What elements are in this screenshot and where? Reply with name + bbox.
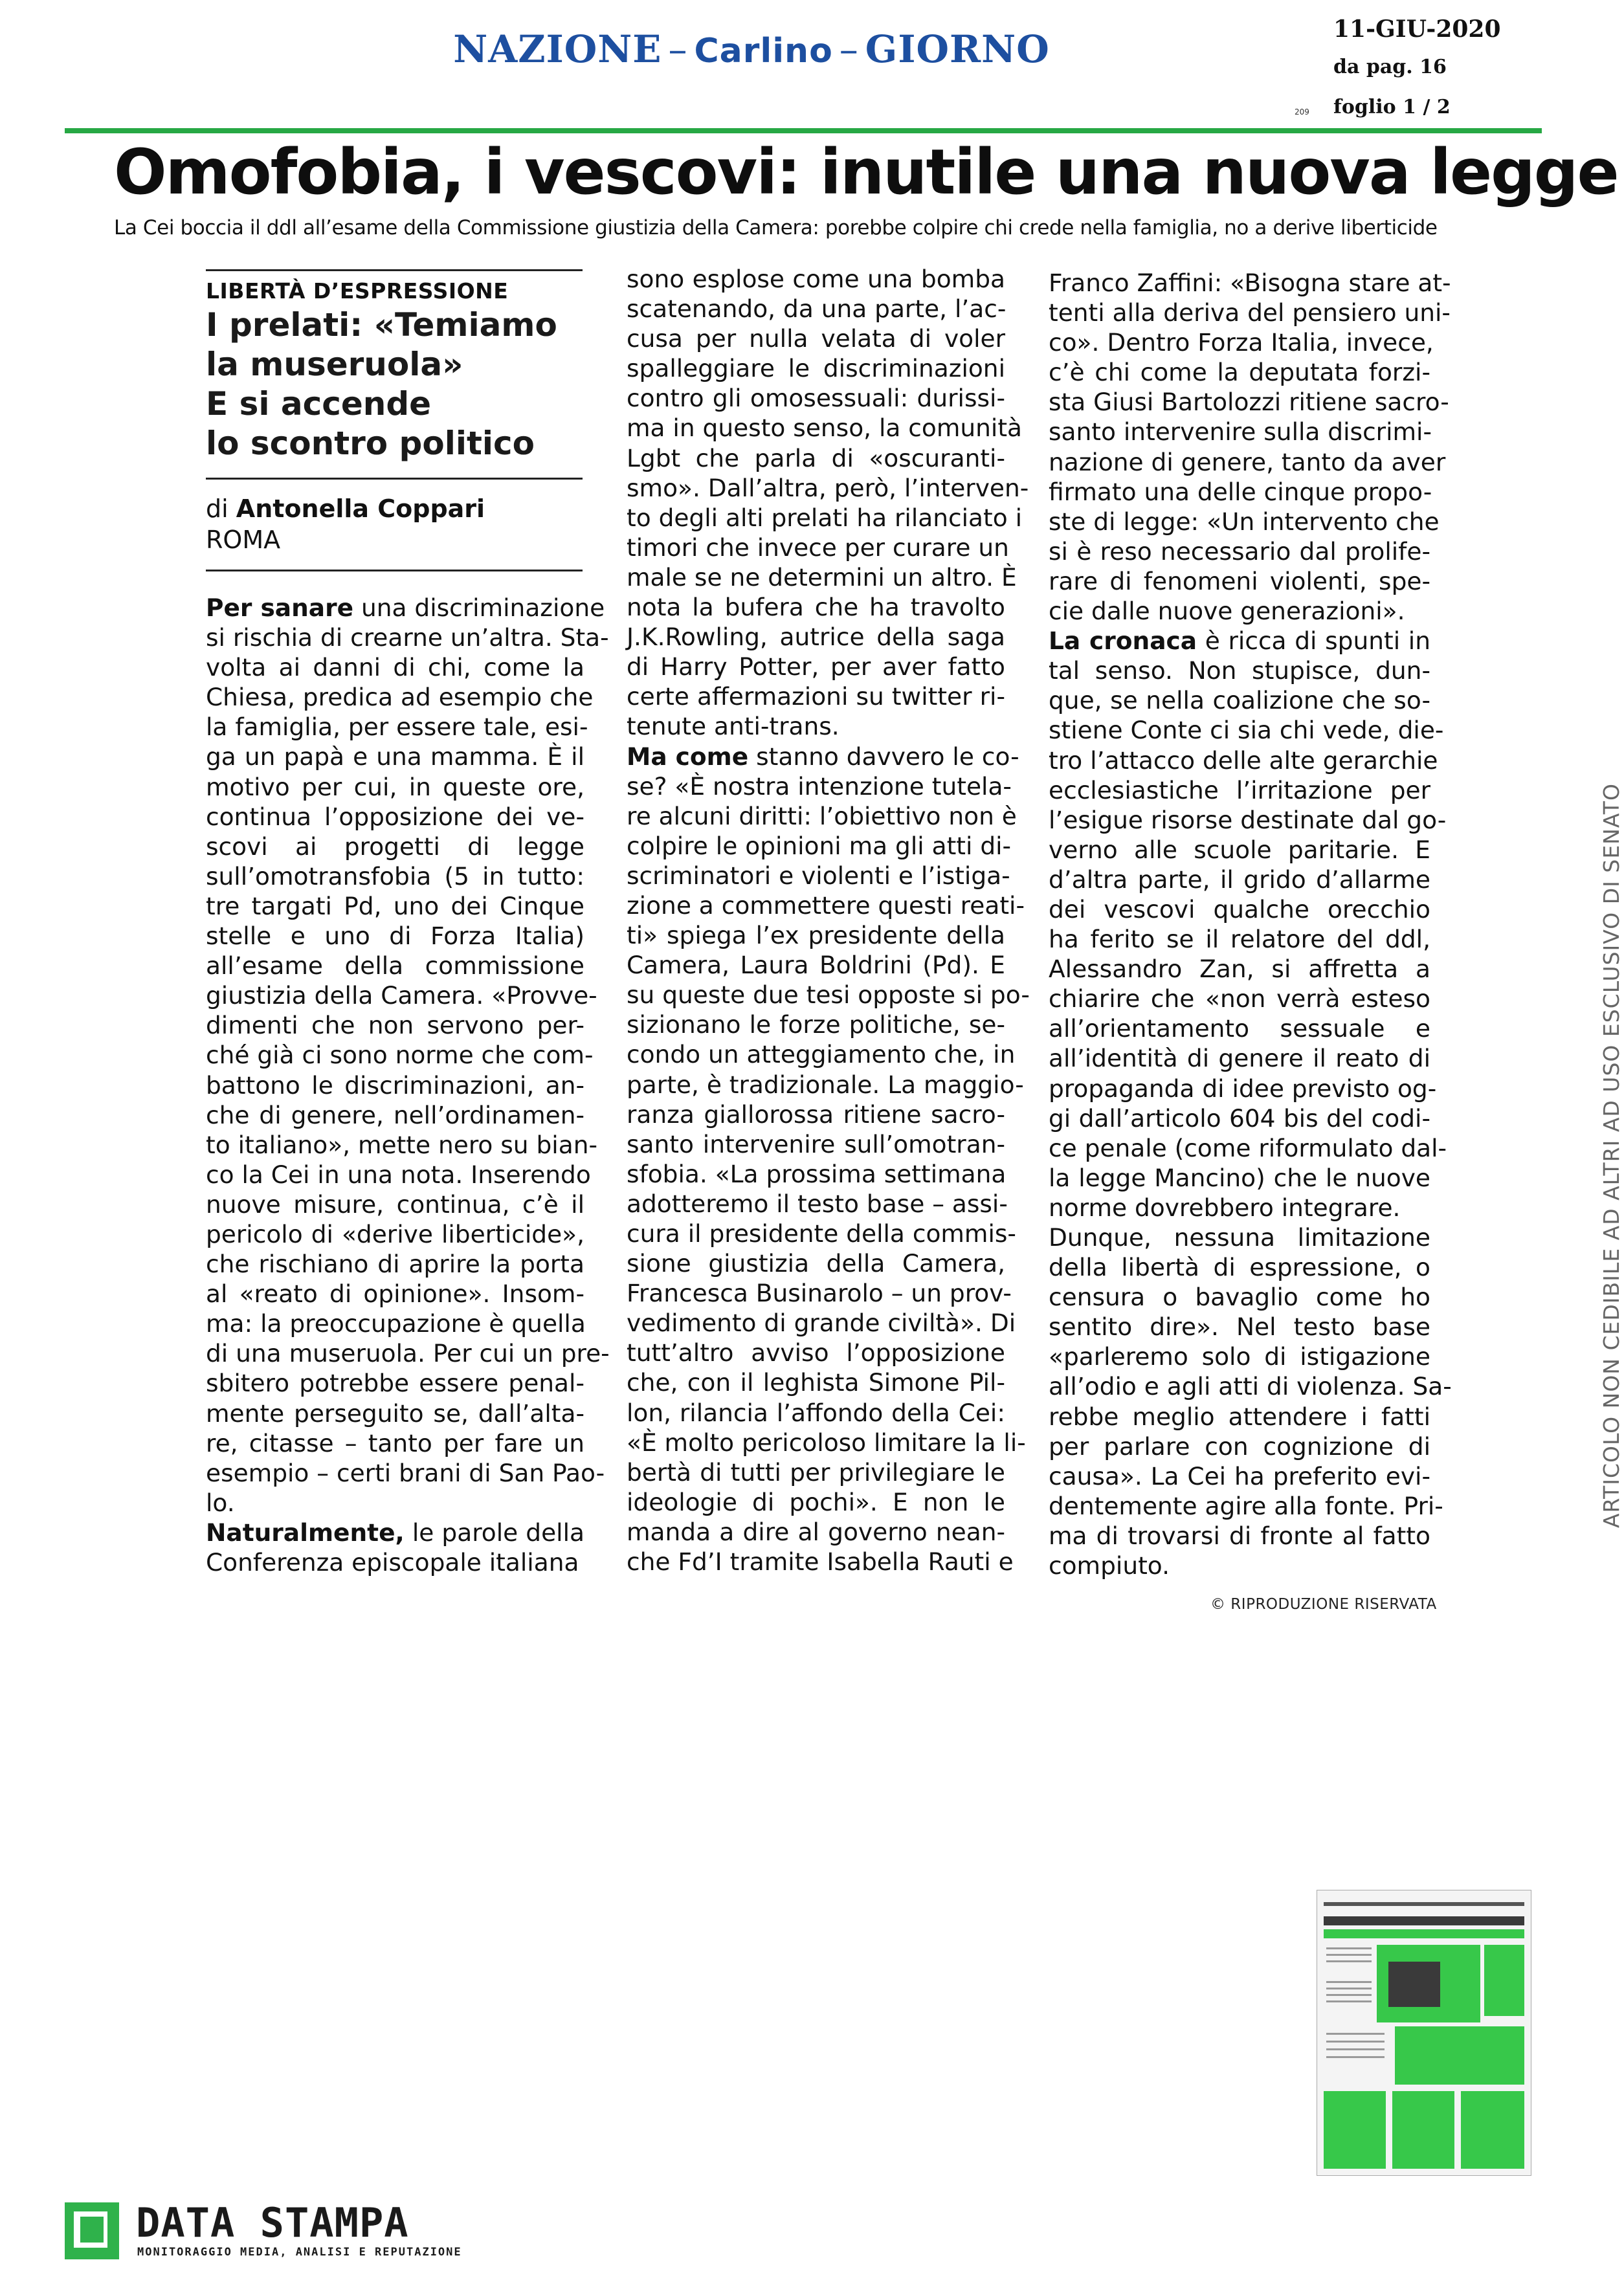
article-text-line: La cronaca è ricca di spunti in: [1049, 626, 1430, 656]
masthead-separator: –: [839, 27, 859, 71]
article-text-line: vedimento di grande civiltà». Di: [627, 1309, 1016, 1338]
article-text-line: to degli alti prelati ha rilanciato i: [627, 503, 1023, 532]
article-text-line: male se ne determini un altro. È: [627, 562, 1017, 592]
article-text-line: sizionano le forze politiche, se-: [627, 1010, 1005, 1039]
article-text-line: che di genere, nell’ordinamen-: [206, 1100, 584, 1129]
article-text-line: stiene Conte ci sia chi vede, die-: [1049, 716, 1444, 745]
article-text-line: J.K.Rowling, autrice della saga: [627, 623, 1005, 652]
article-text-line: che, con il leghista Simone Pil-: [627, 1368, 1005, 1397]
article-text-line: ma di trovarsi di fronte al fatto: [1049, 1521, 1430, 1550]
article-text-line: si è reso necessario dal prolife-: [1049, 537, 1430, 566]
article-text-line: l’esigue risorse destinate dal go-: [1049, 805, 1447, 834]
article-subheadline: La Cei boccia il ddl all’esame della Commissione giustizia della Camera: porebbe colpire chi crede nella famiglia, no a derive liberticide: [114, 216, 1438, 239]
article-text-line: sentito dire». Nel testo base: [1049, 1313, 1430, 1342]
sheet-number: foglio 1 / 2: [1333, 96, 1451, 118]
article-text-line: lo.: [206, 1488, 235, 1517]
article-text-line: nuove misure, continua, c’è il: [206, 1190, 584, 1219]
article-text-line: ma: la preoccupazione è quella: [206, 1309, 586, 1338]
sidebar-title-line: E si accende: [206, 385, 432, 423]
article-text-line: tenti alla deriva del pensiero uni-: [1049, 298, 1451, 327]
article-text-line: smo». Dall’altra, però, l’interven-: [627, 473, 1029, 502]
article-text-line: tro l’attacco delle alte gerarchie: [1049, 746, 1438, 775]
article-text-line: cusa per nulla velata di voler: [627, 324, 1005, 353]
article-text-line: cura il presidente della commis-: [627, 1219, 1016, 1248]
article-text-line: bertà di tutti per privilegiare le: [627, 1457, 1005, 1487]
masthead-giorno: GIORNO: [865, 27, 1050, 71]
article-text-line: scovi ai progetti di legge: [206, 832, 584, 861]
article-text-line: scatenando, da una parte, l’ac-: [627, 294, 1007, 324]
article-column-3: [1049, 268, 1452, 1580]
article-text-line: rebbe meglio attendere i fatti: [1049, 1402, 1430, 1431]
article-text-line: se? «È nostra intenzione tutela-: [627, 771, 1012, 801]
article-text-line: norme dovrebbero integrare.: [1049, 1193, 1401, 1222]
article-text-line: sbitero potrebbe essere penal-: [206, 1369, 584, 1398]
article-text-line: dimenti che non servono per-: [206, 1011, 584, 1040]
byline: [206, 493, 485, 555]
article-text-line: all’orientamento sessuale e: [1049, 1014, 1430, 1043]
header-divider: [65, 128, 1542, 133]
article-text-line: battono le discriminazioni, an-: [206, 1070, 584, 1100]
article-text-line: volta ai danni di chi, come la: [206, 653, 584, 682]
article-headline: Omofobia, i vescovi: inutile una nuova legge: [114, 136, 1618, 208]
article-text-line: motivo per cui, in queste ore,: [206, 772, 584, 801]
article-text-line: to italiano», mette nero su bian-: [206, 1130, 597, 1159]
article-text-line: d’altra parte, il grido d’allarme: [1049, 865, 1430, 894]
article-text-line: ranza giallorossa ritiene sacro-: [627, 1100, 1005, 1129]
article-text-line: censura o bavaglio come ho: [1049, 1283, 1430, 1312]
article-text-line: ce penale (come riformulato dal-: [1049, 1133, 1447, 1162]
paragraph-lead-in: Per sanare: [206, 593, 354, 622]
masthead-carlino: Carlino: [694, 32, 833, 71]
article-text-line: dentemente agire alla fonte. Pri-: [1049, 1491, 1443, 1520]
article-text-line: che Fd’I tramite Isabella Rauti e: [627, 1547, 1014, 1577]
article-text-line: tal senso. Non stupisce, dun-: [1049, 656, 1430, 685]
article-text-line: chiarire che «non verrà esteso: [1049, 984, 1430, 1014]
article-text-line: Conferenza episcopale italiana: [206, 1548, 579, 1577]
section-kicker: LIBERTÀ D’ESPRESSIONE: [206, 278, 509, 304]
footer-brand: DATA STAMPA: [136, 2199, 409, 2246]
article-text-line: Francesca Businarolo – un prov-: [627, 1279, 1012, 1308]
article-text-line: ideologie di pochi». E non le: [627, 1487, 1005, 1516]
article-text-line: adotteremo il testo base – assi-: [627, 1189, 1008, 1218]
article-text-line: «È molto pericoloso limitare la li-: [627, 1428, 1026, 1457]
article-text-line: di una museruola. Per cui un pre-: [206, 1339, 610, 1368]
article-text-line: Camera, Laura Boldrini (Pd). E: [627, 951, 1005, 980]
article-text-line: cie dalle nuove generazioni».: [1049, 597, 1405, 626]
paragraph-lead-in: Naturalmente,: [206, 1518, 405, 1547]
article-text-line: causa». La Cei ha preferito evi-: [1049, 1461, 1430, 1490]
article-text-line: mente perseguito se, dall’alta-: [206, 1399, 584, 1428]
article-text-line: co». Dentro Forza Italia, invece,: [1049, 328, 1434, 357]
paragraph-lead-in: Ma come: [627, 742, 749, 771]
article-text-line: continua l’opposizione dei ve-: [206, 802, 584, 831]
article-text-line: santo intervenire sulla discrimi-: [1049, 417, 1432, 447]
article-text-line: si rischia di crearne un’altra. Sta-: [206, 623, 609, 652]
article-text-line: gi dall’articolo 604 bis del codi-: [1049, 1103, 1430, 1133]
article-text-line: contro gli omosessuali: durissi-: [627, 384, 1005, 413]
article-text-line: propaganda di idee previsto og-: [1049, 1074, 1437, 1103]
article-text-line: rare di fenomeni violenti, spe-: [1049, 566, 1430, 595]
article-column-1: [206, 593, 610, 1577]
article-text-line: Alessandro Zan, si affretta a: [1049, 955, 1430, 984]
article-text-line: per parlare con cognizione di: [1049, 1432, 1430, 1461]
article-text-line: sta Giusi Bartolozzi ritiene sacro-: [1049, 388, 1449, 417]
article-text-line: parte, è tradizionale. La maggio-: [627, 1070, 1024, 1099]
byline-prefix: di: [206, 494, 228, 523]
article-text-line: sull’omotransfobia (5 in tutto:: [206, 861, 584, 891]
article-text-line: ché già ci sono norme che com-: [206, 1041, 594, 1070]
author-name: Antonella Coppari: [236, 494, 485, 523]
article-text-line: colpire le opinioni ma gli atti di-: [627, 831, 1012, 860]
issue-date: 11-GIU-2020: [1333, 16, 1501, 43]
article-text-line: ti» spiega l’ex presidente della: [627, 921, 1005, 950]
article-text-line: all’esame della commissione: [206, 951, 584, 980]
article-text-line: la famiglia, per essere tale, esi-: [206, 713, 588, 742]
article-text-line: Dunque, nessuna limitazione: [1049, 1223, 1430, 1252]
article-text-line: ma in questo senso, la comunità: [627, 414, 1023, 443]
article-text-line: tre targati Pd, uno dei Cinque: [206, 891, 584, 920]
article-text-line: dei vescovi qualche orecchio: [1049, 894, 1430, 924]
article-text-line: Franco Zaffini: «Bisogna stare at-: [1049, 269, 1451, 297]
article-text-line: condo un atteggiamento che, in: [627, 1040, 1016, 1069]
article-text-line: zione a commettere questi reati-: [627, 891, 1025, 920]
rights-notice: ARTICOLO NON CEDIBILE AD ALTRI AD USO ESCLUSIVO DI SENATO: [1599, 783, 1624, 1529]
article-text-line: all’odio e agli atti di violenza. Sa-: [1049, 1372, 1452, 1401]
article-text-line: Per sanare una discriminazione: [206, 593, 605, 622]
article-text-line: tenute anti-trans.: [627, 712, 840, 741]
article-text-line: sono esplose come una bomba: [627, 265, 1005, 293]
article-text-line: tutt’altro avviso l’opposizione: [627, 1338, 1005, 1368]
article-text-line: lon, rilancia l’affondo della Cei:: [627, 1398, 1005, 1427]
copyright-notice: © RIPRODUZIONE RISERVATA: [1210, 1596, 1437, 1613]
footer-tagline: MONITORAGGIO MEDIA, ANALISI E REPUTAZIONE: [137, 2246, 462, 2259]
article-text-line: della libertà di espressione, o: [1049, 1253, 1430, 1282]
sidebar-title-line: I prelati: «Temiamo: [206, 306, 557, 344]
article-text-line: Naturalmente, le parole della: [206, 1518, 584, 1547]
article-text-line: ha ferito se il relatore del ddl,: [1049, 925, 1430, 954]
article-text-line: che rischiano di aprire la porta: [206, 1250, 584, 1279]
article-text-line: pericolo di «derive liberticide»,: [206, 1219, 584, 1248]
article-text-line: santo intervenire sull’omotran-: [627, 1129, 1005, 1158]
article-text-line: Chiesa, predica ad esempio che: [206, 683, 594, 712]
sidebar-title-line: lo scontro politico: [206, 425, 535, 462]
sidebar-title-line: la museruola»: [206, 346, 463, 383]
article-text-line: al «reato di opinione». Insom-: [206, 1280, 584, 1309]
article-text-line: ga un papà e una mamma. È il: [206, 742, 584, 771]
dateline-place: ROMA: [206, 526, 281, 554]
article-text-line: firmato una delle cinque propo-: [1049, 477, 1432, 506]
byline-top-rule: [206, 478, 583, 480]
article-text-line: certe affermazioni su twitter ri-: [627, 682, 1005, 711]
article-text-line: Lgbt che parla di «oscuranti-: [627, 443, 1005, 472]
masthead-separator: –: [668, 27, 688, 71]
sidebar-title: [206, 305, 581, 463]
article-text-line: di Harry Potter, per aver fatto: [627, 652, 1005, 681]
page-thumbnail: [1317, 1890, 1531, 2176]
article-text-line: nota la bufera che ha travolto: [627, 593, 1005, 622]
page-reference: da pag. 16: [1333, 56, 1447, 78]
article-text-line: que, se nella coalizione che so-: [1049, 686, 1430, 715]
byline-bottom-rule: [206, 570, 583, 571]
article-text-line: compiuto.: [1049, 1551, 1170, 1580]
article-text-line: nazione di genere, tanto da aver: [1049, 447, 1446, 476]
article-text-line: all’identità di genere il reato di: [1049, 1044, 1430, 1073]
paragraph-lead-in: La cronaca: [1049, 626, 1197, 656]
article-text-line: ecclesiastiche l’irritazione per: [1049, 775, 1430, 804]
article-column-2: [627, 264, 1030, 1577]
article-text-line: verno alle scuole paritarie. E: [1049, 835, 1430, 864]
article-text-line: ste di legge: «Un intervento che: [1049, 507, 1440, 536]
article-text-line: la legge Mancino) che le nuove: [1049, 1163, 1430, 1192]
article-text-line: manda a dire al governo nean-: [627, 1517, 1005, 1546]
article-text-line: spalleggiare le discriminazioni: [627, 354, 1005, 383]
article-text-line: esempio – certi brani di San Pao-: [206, 1458, 605, 1487]
article-text-line: co la Cei in una nota. Inserendo: [206, 1160, 591, 1189]
article-text-line: Ma come stanno davvero le co-: [627, 742, 1019, 771]
article-text-line: re, citasse – tanto per fare un: [206, 1428, 584, 1457]
article-text-line: «parleremo solo di istigazione: [1049, 1342, 1430, 1371]
article-text-line: re alcuni diritti: l’obiettivo non è: [627, 801, 1017, 830]
article-text-line: c’è chi come la deputata forzi-: [1049, 358, 1430, 387]
article-text-line: stelle e uno di Forza Italia): [206, 922, 584, 951]
article-text-line: timori che invece per curare un: [627, 533, 1009, 562]
clip-code: 209: [1295, 107, 1309, 116]
sidebar-top-rule: [206, 269, 583, 271]
article-text-line: sfobia. «La prossima settimana: [627, 1159, 1007, 1188]
article-text-line: sione giustizia della Camera,: [627, 1249, 1005, 1278]
article-text-line: scriminatori e violenti e l’istiga-: [627, 861, 1010, 890]
article-text-line: giustizia della Camera. «Provve-: [206, 981, 597, 1010]
article-text-line: su queste due tesi opposte si po-: [627, 980, 1030, 1010]
masthead-nazione: NAZIONE: [453, 27, 662, 71]
data-stampa-logo-icon: [65, 2202, 119, 2259]
